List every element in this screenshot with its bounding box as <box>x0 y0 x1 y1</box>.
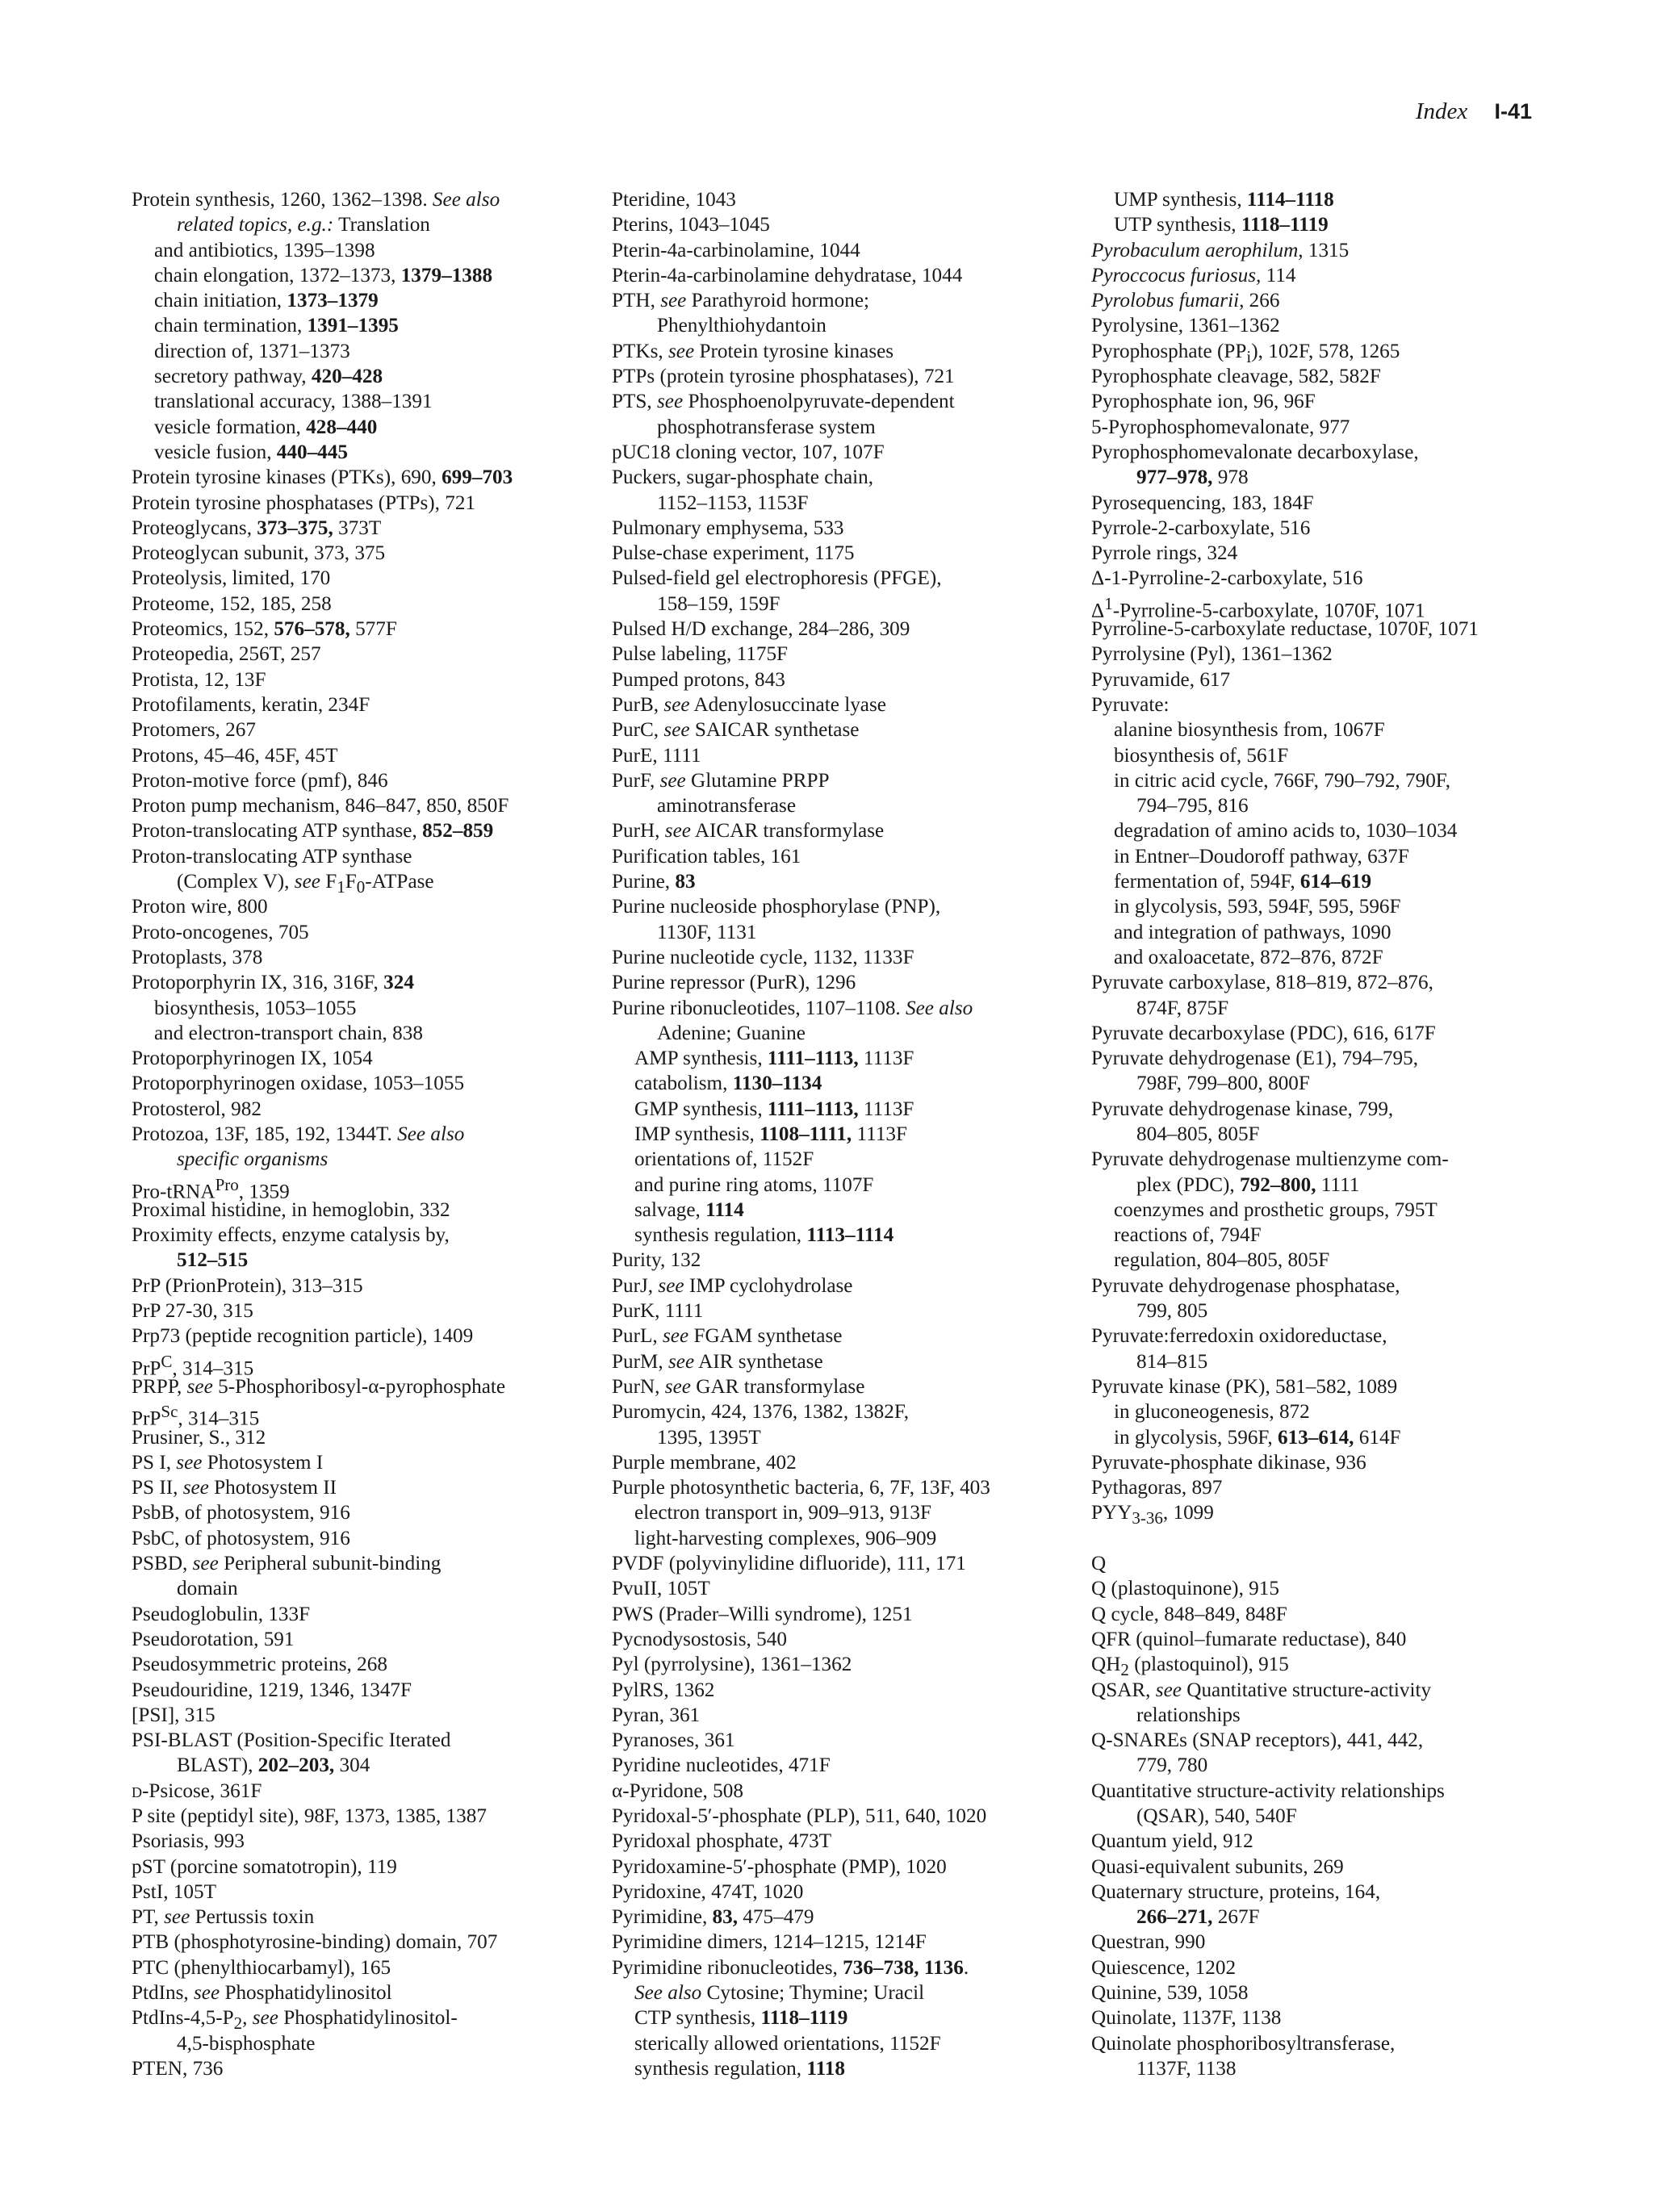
index-entry: PtdIns-$4,5-P_2$, see Phosphatidylinositol- <box>132 2007 458 2034</box>
index-subentry: IMP synthesis, 1108–1111, 1113F <box>634 1123 908 1145</box>
index-entry: Prusiner, S., 312 <box>132 1426 266 1449</box>
index-entry: PTS, see Phosphoenolpyruvate-dependent <box>612 391 955 413</box>
index-subentry: UTP synthesis, 1118–1119 <box>1114 214 1329 236</box>
index-entry: PurH, see AICAR transformylase <box>612 820 885 843</box>
index-entry: Questran, 990 <box>1091 1931 1206 1954</box>
index-entry: Pythagoras, 897 <box>1091 1477 1223 1499</box>
index-entry: Pseudouridine, 1219, 1346, 1347F <box>132 1679 412 1701</box>
index-entry: Protein synthesis, 1260, 1362–1398. See also <box>132 189 500 211</box>
index-subentry: 512–515 <box>177 1249 249 1272</box>
index-subentry: orientations of, 1152F <box>634 1148 814 1171</box>
index-entry: Proton-motive force (pmf), 846 <box>132 769 388 792</box>
index-entry: Protozoa, 13F, 185, 192, 1344T. See also <box>132 1123 465 1145</box>
index-entry: PurJ, see IMP cyclohydrolase <box>612 1274 853 1297</box>
index-subentry: related topics, e.g.: Translation <box>177 214 430 236</box>
index-subentry: direction of, 1371–1373 <box>154 340 350 362</box>
index-subentry: in glycolysis, 596F, 613–614, 614F <box>1114 1426 1401 1449</box>
index-subentry: regulation, 804–805, 805F <box>1114 1249 1330 1272</box>
index-entry: Quaternary structure, proteins, 164, <box>1091 1880 1381 1903</box>
index-entry: Proton wire, 800 <box>132 896 268 918</box>
index-subentry: UMP synthesis, 1114–1118 <box>1114 189 1334 211</box>
index-entry: PurC, see SAICAR synthetase <box>612 719 860 742</box>
index-entry: Pyruvate dehydrogenase phosphatase, <box>1091 1274 1400 1297</box>
index-entry: Q <box>1091 1553 1107 1575</box>
index-entry: α-Pyridone, 508 <box>612 1779 743 1802</box>
index-subentry: 158–159, 159F <box>657 592 780 615</box>
index-entry: Pyrobaculum aerophilum, 1315 <box>1091 239 1350 261</box>
index-subentry: phosphotransferase system <box>657 416 876 438</box>
index-subentry: GMP synthesis, 1111–1113, 1113F <box>634 1098 914 1120</box>
index-subentry: and oxaloacetate, 872–876, 872F <box>1114 946 1383 968</box>
index-subentry: 814–815 <box>1136 1350 1208 1373</box>
index-entry: PS II, see Photosystem II <box>132 1477 337 1499</box>
index-subentry: biosynthesis of, 561F <box>1114 744 1289 767</box>
index-subentry: 1137F, 1138 <box>1136 2057 1237 2080</box>
index-subentry: catabolism, 1130–1134 <box>634 1073 822 1095</box>
index-subentry: 874F, 875F <box>1136 997 1229 1019</box>
index-subentry: vesicle fusion, 440–445 <box>154 441 348 463</box>
index-entry: Pterin-4a-carbinolamine, 1044 <box>612 239 860 261</box>
index-entry: Pyridoxamine-5′-phosphate (PMP), 1020 <box>612 1855 947 1878</box>
index-subentry: in Entner–Doudoroff pathway, 637F <box>1114 845 1409 868</box>
index-entry: PurN, see GAR transformylase <box>612 1375 865 1398</box>
index-entry: Quiescence, 1202 <box>1091 1956 1237 1979</box>
index-subentry: reactions of, 794F <box>1114 1224 1262 1247</box>
index-entry: Quinolate phosphoribosyltransferase, <box>1091 2032 1396 2055</box>
index-entry: Proton-translocating ATP synthase <box>132 845 412 868</box>
index-subentry: chain initiation, 1373–1379 <box>154 290 379 312</box>
index-entry <box>1091 1526 1547 1551</box>
index-subentry: 794–795, 816 <box>1136 795 1249 817</box>
index-entry: Pulmonary emphysema, 533 <box>612 516 844 539</box>
index-entry: Pyridoxine, 474T, 1020 <box>612 1880 804 1903</box>
index-entry: Pumped protons, 843 <box>612 668 785 691</box>
index-entry: Protein tyrosine kinases (PTKs), 690, 699–703 <box>132 466 513 489</box>
index-entry: Proximal histidine, in hemoglobin, 332 <box>132 1198 450 1221</box>
index-entry: Pyrrole-2-carboxylate, 516 <box>1091 516 1311 539</box>
index-entry: Pyruvate:ferredoxin oxidoreductase, <box>1091 1325 1387 1348</box>
index-entry: PWS (Prader–Willi syndrome), 1251 <box>612 1603 913 1625</box>
index-entry: Pyrosequencing, 183, 184F <box>1091 491 1314 514</box>
index-entry: Quasi-equivalent subunits, 269 <box>1091 1855 1344 1878</box>
index-entry: Pyrolobus fumarii, 266 <box>1091 290 1280 312</box>
index-entry: Purity, 132 <box>612 1249 701 1272</box>
index-subentry: relationships <box>1136 1704 1241 1726</box>
index-entry: Protoporphyrinogen IX, 1054 <box>132 1047 373 1070</box>
index-subentry: synthesis regulation, 1118 <box>634 2057 845 2080</box>
index-entry: PTH, see Parathyroid hormone; <box>612 290 869 312</box>
index-entry: Proteomics, 152, 576–578, 577F <box>132 618 397 641</box>
index-subentry: 779, 780 <box>1136 1754 1208 1777</box>
index-entry: Pro-tRNA$^{Pro}$, 1359 <box>132 1174 290 1202</box>
index-entry: Pulse labeling, 1175F <box>612 643 789 666</box>
index-subentry: coenzymes and prosthetic groups, 795T <box>1114 1198 1437 1221</box>
index-entry: Proton-translocating ATP synthase, 852–859 <box>132 820 494 843</box>
index-subentry: and integration of pathways, 1090 <box>1114 921 1391 943</box>
index-subentry: 798F, 799–800, 800F <box>1136 1073 1310 1095</box>
index-entry: Purine ribonucleotides, 1107–1108. See also <box>612 997 973 1019</box>
index-entry: Protoplasts, 378 <box>132 946 263 968</box>
index-entry: Proximity effects, enzyme catalysis by, <box>132 1224 450 1247</box>
index-entry: Puckers, sugar-phosphate chain, <box>612 466 874 489</box>
index-subentry: 1395, 1395T <box>657 1426 761 1449</box>
index-entry: Quantum yield, 912 <box>1091 1830 1253 1853</box>
index-entry: 5-Pyrophosphomevalonate, 977 <box>1091 416 1350 438</box>
index-entry: PylRS, 1362 <box>612 1679 715 1701</box>
index-entry: Protoporphyrinogen oxidase, 1053–1055 <box>132 1073 465 1095</box>
index-entry: Proton pump mechanism, 846–847, 850, 850F <box>132 795 509 817</box>
index-subentry: (Complex V), see $F_1F_0$-ATPase <box>177 871 434 897</box>
index-subentry: alanine biosynthesis from, 1067F <box>1114 719 1385 742</box>
index-entry: Purple photosynthetic bacteria, 6, 7F, 13F, 403 <box>612 1477 990 1499</box>
index-entry: Q (plastoquinone), 915 <box>1091 1578 1279 1600</box>
index-entry: PVDF (polyvinylidine difluoride), 111, 171 <box>612 1553 966 1575</box>
index-entry: Pyl (pyrrolysine), 1361–1362 <box>612 1654 852 1676</box>
index-subentry: BLAST), 202–203, 304 <box>177 1754 370 1777</box>
page-number: I-41 <box>1494 99 1532 123</box>
index-column-3 <box>1091 187 1547 2081</box>
index-entry: PrP$^{Sc}$, 314–315 <box>132 1402 260 1430</box>
index-subentry: and electron-transport chain, 838 <box>154 1022 423 1044</box>
index-entry: Psoriasis, 993 <box>132 1830 245 1853</box>
index-subentry: degradation of amino acids to, 1030–1034 <box>1114 820 1458 843</box>
index-entry: Pyrrolysine (Pyl), 1361–1362 <box>1091 643 1333 666</box>
index-subentry: AMP synthesis, 1111–1113, 1113F <box>634 1047 914 1070</box>
index-entry: Pyranoses, 361 <box>612 1729 735 1752</box>
index-subentry: aminotransferase <box>657 795 797 817</box>
index-entry: PTB (phosphotyrosine-binding) domain, 707 <box>132 1931 498 1954</box>
index-entry: PurE, 1111 <box>612 744 701 767</box>
index-entry: PrP (PrionProtein), 313–315 <box>132 1274 363 1297</box>
index-entry: Pyruvate dehydrogenase kinase, 799, <box>1091 1098 1394 1120</box>
index-entry: Protosterol, 982 <box>132 1098 262 1120</box>
index-entry: QFR (quinol–fumarate reductase), 840 <box>1091 1628 1407 1650</box>
index-entry: PurM, see AIR synthetase <box>612 1350 823 1373</box>
index-subentry: electron transport in, 909–913, 913F <box>634 1502 931 1524</box>
index-entry: PTEN, 736 <box>132 2057 224 2080</box>
index-entry: Proteolysis, limited, 170 <box>132 567 331 590</box>
index-entry: Pyridine nucleotides, 471F <box>612 1754 831 1777</box>
index-entry: PSBD, see Peripheral subunit-binding <box>132 1553 441 1575</box>
index-entry: d-Psicose, 361F <box>132 1779 262 1802</box>
index-subentry: in citric acid cycle, 766F, 790–792, 790F, <box>1114 769 1451 792</box>
index-entry: Proteome, 152, 185, 258 <box>132 592 332 615</box>
index-entry: Proteopedia, 256T, 257 <box>132 643 321 666</box>
index-entry: PsbB, of photosystem, 916 <box>132 1502 350 1524</box>
index-entry: Pyrophosphate cleavage, 582, 582F <box>1091 366 1381 388</box>
index-entry: Pteridine, 1043 <box>612 189 736 211</box>
index-entry: PurB, see Adenylosuccinate lyase <box>612 693 886 716</box>
index-subentry: and purine ring atoms, 1107F <box>634 1173 874 1196</box>
index-entry: Purine nucleoside phosphorylase (PNP), <box>612 896 941 918</box>
index-entry: Q cycle, 848–849, 848F <box>1091 1603 1287 1625</box>
index-entry: Pseudosymmetric proteins, 268 <box>132 1654 387 1676</box>
index-entry: PTPs (protein tyrosine phosphatases), 721 <box>612 366 955 388</box>
index-entry: Pyruvate-phosphate dikinase, 936 <box>1091 1451 1366 1474</box>
running-header <box>1416 98 1532 125</box>
index-subentry: salvage, 1114 <box>634 1198 744 1221</box>
index-entry: pUC18 cloning vector, 107, 107F <box>612 441 885 463</box>
index-subentry: 799, 805 <box>1136 1300 1208 1323</box>
index-entry: Pterin-4a-carbinolamine dehydratase, 1044 <box>612 264 963 286</box>
index-subentry: plex (PDC), 792–800, 1111 <box>1136 1173 1360 1196</box>
index-entry: Δ-1-Pyrroline-2-carboxylate, 516 <box>1091 567 1363 590</box>
index-entry: Pyruvamide, 617 <box>1091 668 1231 691</box>
index-subentry: vesicle formation, 428–440 <box>154 416 378 438</box>
index-subentry: 1130F, 1131 <box>657 921 757 943</box>
index-entry: Pyruvate dehydrogenase multienzyme com- <box>1091 1148 1449 1171</box>
index-entry: Pyroccocus furiosus, 114 <box>1091 264 1296 286</box>
index-subentry: See also Cytosine; Thymine; Uracil <box>634 1982 925 2005</box>
index-column-2 <box>612 187 1064 2081</box>
index-entry: Purple membrane, 402 <box>612 1451 797 1474</box>
index-subentry: light-harvesting complexes, 906–909 <box>634 1527 937 1549</box>
index-entry: Pycnodysostosis, 540 <box>612 1628 787 1650</box>
index-entry: Pyrophosphomevalonate decarboxylase, <box>1091 441 1419 463</box>
index-entry: Protofilaments, keratin, 234F <box>132 693 370 716</box>
index-entry: Pyruvate kinase (PK), 581–582, 1089 <box>1091 1375 1398 1398</box>
index-entry: Pyruvate: <box>1091 693 1170 716</box>
index-entry: Quantitative structure-activity relationships <box>1091 1779 1445 1802</box>
index-entry: Pyruvate decarboxylase (PDC), 616, 617F <box>1091 1022 1436 1044</box>
index-entry: Pyrrole rings, 324 <box>1091 542 1238 565</box>
index-entry: Pyrophosphate $(PP_i)$, 102F, 578, 1265 <box>1091 340 1400 366</box>
index-subentry: fermentation of, 594F, 614–619 <box>1114 871 1372 893</box>
index-entry: Pyrimidine ribonucleotides, 736–738, 1136. <box>612 1956 969 1979</box>
index-entry: PvuII, 105T <box>612 1578 710 1600</box>
index-entry: Pyrroline-5-carboxylate reductase, 1070F, 1071 <box>1091 618 1479 641</box>
index-subentry: CTP synthesis, 1118–1119 <box>634 2007 848 2030</box>
index-entry: PTKs, see Protein tyrosine kinases <box>612 340 894 362</box>
index-entry: Purification tables, 161 <box>612 845 801 868</box>
index-subentry: Phenylthiohydantoin <box>657 315 826 337</box>
index-subentry: 1152–1153, 1153F <box>657 491 809 514</box>
index-entry: Protein tyrosine phosphatases (PTPs), 721 <box>132 491 476 514</box>
index-entry: Pseudorotation, 591 <box>132 1628 295 1650</box>
index-subentry: 4,5-bisphosphate <box>177 2032 316 2055</box>
index-subentry: 977–978, 978 <box>1136 466 1249 489</box>
index-entry: Pyrolysine, 1361–1362 <box>1091 315 1280 337</box>
index-subentry: specific organisms <box>177 1148 329 1171</box>
index-entry: $PYY_{3-36}$, 1099 <box>1091 1502 1214 1528</box>
index-entry: Pyruvate carboxylase, 818–819, 872–876, <box>1091 972 1433 994</box>
index-entry: PRPP, see 5-Phosphoribosyl-α-pyrophosphate <box>132 1375 506 1398</box>
index-subentry: in glycolysis, 593, 594F, 595, 596F <box>1114 896 1401 918</box>
index-entry: $\Delta^1-Pyrroline-5$-carboxylate, 1070F, 1071 <box>1091 593 1425 622</box>
index-entry: Protista, 12, 13F <box>132 668 266 691</box>
index-entry: PstI, 105T <box>132 1880 216 1903</box>
index-entry: Proto-oncogenes, 705 <box>132 921 309 943</box>
index-subentry: Adenine; Guanine <box>657 1022 806 1044</box>
index-subentry: and antibiotics, 1395–1398 <box>154 239 375 261</box>
index-entry: PrP$^C$, 314–315 <box>132 1351 254 1380</box>
index-entry: Protoporphyrin IX, 316, 316F, 324 <box>132 972 414 994</box>
index-entry: PrP 27-30, 315 <box>132 1300 253 1323</box>
index-subentry: translational accuracy, 1388–1391 <box>154 391 433 413</box>
index-entry: Quinine, 539, 1058 <box>1091 1982 1249 2005</box>
index-entry: PT, see Pertussis toxin <box>132 1906 315 1929</box>
index-entry: PSI-BLAST (Position-Specific Iterated <box>132 1729 451 1752</box>
index-entry: Pyridoxal phosphate, 473T <box>612 1830 832 1853</box>
index-entry: PurK, 1111 <box>612 1300 704 1323</box>
index-entry: Pyrimidine, 83, 475–479 <box>612 1906 814 1929</box>
index-entry: Puromycin, 424, 1376, 1382, 1382F, <box>612 1401 910 1424</box>
index-subentry: sterically allowed orientations, 1152F <box>634 2032 941 2055</box>
index-entry: [PSI], 315 <box>132 1704 216 1726</box>
index-subentry: in gluconeogenesis, 872 <box>1114 1401 1310 1424</box>
index-entry: Pulsed-field gel electrophoresis (PFGE), <box>612 567 942 590</box>
index-subentry: (QSAR), 540, 540F <box>1136 1805 1297 1827</box>
index-entry: PtdIns, see Phosphatidylinositol <box>132 1982 392 2005</box>
index-subentry: 804–805, 805F <box>1136 1123 1260 1145</box>
index-entry: P site (peptidyl site), 98F, 1373, 1385, 1387 <box>132 1805 487 1827</box>
index-subentry: secretory pathway, 420–428 <box>154 366 383 388</box>
index-entry: Pyrimidine dimers, 1214–1215, 1214F <box>612 1931 927 1954</box>
index-subentry: chain elongation, 1372–1373, 1379–1388 <box>154 264 493 286</box>
index-entry: QSAR, see Quantitative structure-activity <box>1091 1679 1432 1701</box>
index-entry: Pulsed H/D exchange, 284–286, 309 <box>612 618 910 641</box>
index-entry: Pyridoxal-5′-phosphate (PLP), 511, 640, 1020 <box>612 1805 987 1827</box>
index-entry: Proteoglycans, 373–375, 373T <box>132 516 382 539</box>
running-header-section: Index <box>1415 98 1468 124</box>
index-entry: Purine repressor (PurR), 1296 <box>612 972 856 994</box>
index-entry: Pyran, 361 <box>612 1704 701 1726</box>
index-entry: $QH_2$ (plastoquinol), 915 <box>1091 1654 1289 1680</box>
index-subentry: biosynthesis, 1053–1055 <box>154 997 357 1019</box>
index-subentry: synthesis regulation, 1113–1114 <box>634 1224 894 1247</box>
index-subentry: 266–271, 267F <box>1136 1906 1260 1929</box>
index-entry: Purine nucleotide cycle, 1132, 1133F <box>612 946 914 968</box>
index-column-1 <box>132 187 584 2081</box>
index-entry: PS I, see Photosystem I <box>132 1451 324 1474</box>
index-entry: PurF, see Glutamine PRPP <box>612 769 830 792</box>
index-entry: Q-SNAREs (SNAP receptors), 441, 442, <box>1091 1729 1424 1752</box>
index-subentry: domain <box>177 1578 238 1600</box>
index-entry: Prp73 (peptide recognition particle), 1409 <box>132 1325 474 1348</box>
index-entry: Purine, 83 <box>612 871 696 893</box>
index-entry: PsbC, of photosystem, 916 <box>132 1527 350 1549</box>
index-entry: PTC (phenylthiocarbamyl), 165 <box>132 1956 391 1979</box>
index-entry: Protons, 45–46, 45F, 45T <box>132 744 338 767</box>
index-entry: Pulse-chase experiment, 1175 <box>612 542 855 565</box>
index-entry: Pyrophosphate ion, 96, 96F <box>1091 391 1316 413</box>
index-entry: pST (porcine somatotropin), 119 <box>132 1855 397 1878</box>
index-entry: Pterins, 1043–1045 <box>612 214 770 236</box>
index-subentry: chain termination, 1391–1395 <box>154 315 399 337</box>
index-entry: Pyruvate dehydrogenase (E1), 794–795, <box>1091 1047 1418 1070</box>
index-entry: Pseudoglobulin, 133F <box>132 1603 311 1625</box>
index-entry: Proteoglycan subunit, 373, 375 <box>132 542 386 565</box>
index-entry: Protomers, 267 <box>132 719 256 742</box>
index-entry: Quinolate, 1137F, 1138 <box>1091 2007 1282 2030</box>
index-entry: PurL, see FGAM synthetase <box>612 1325 843 1348</box>
